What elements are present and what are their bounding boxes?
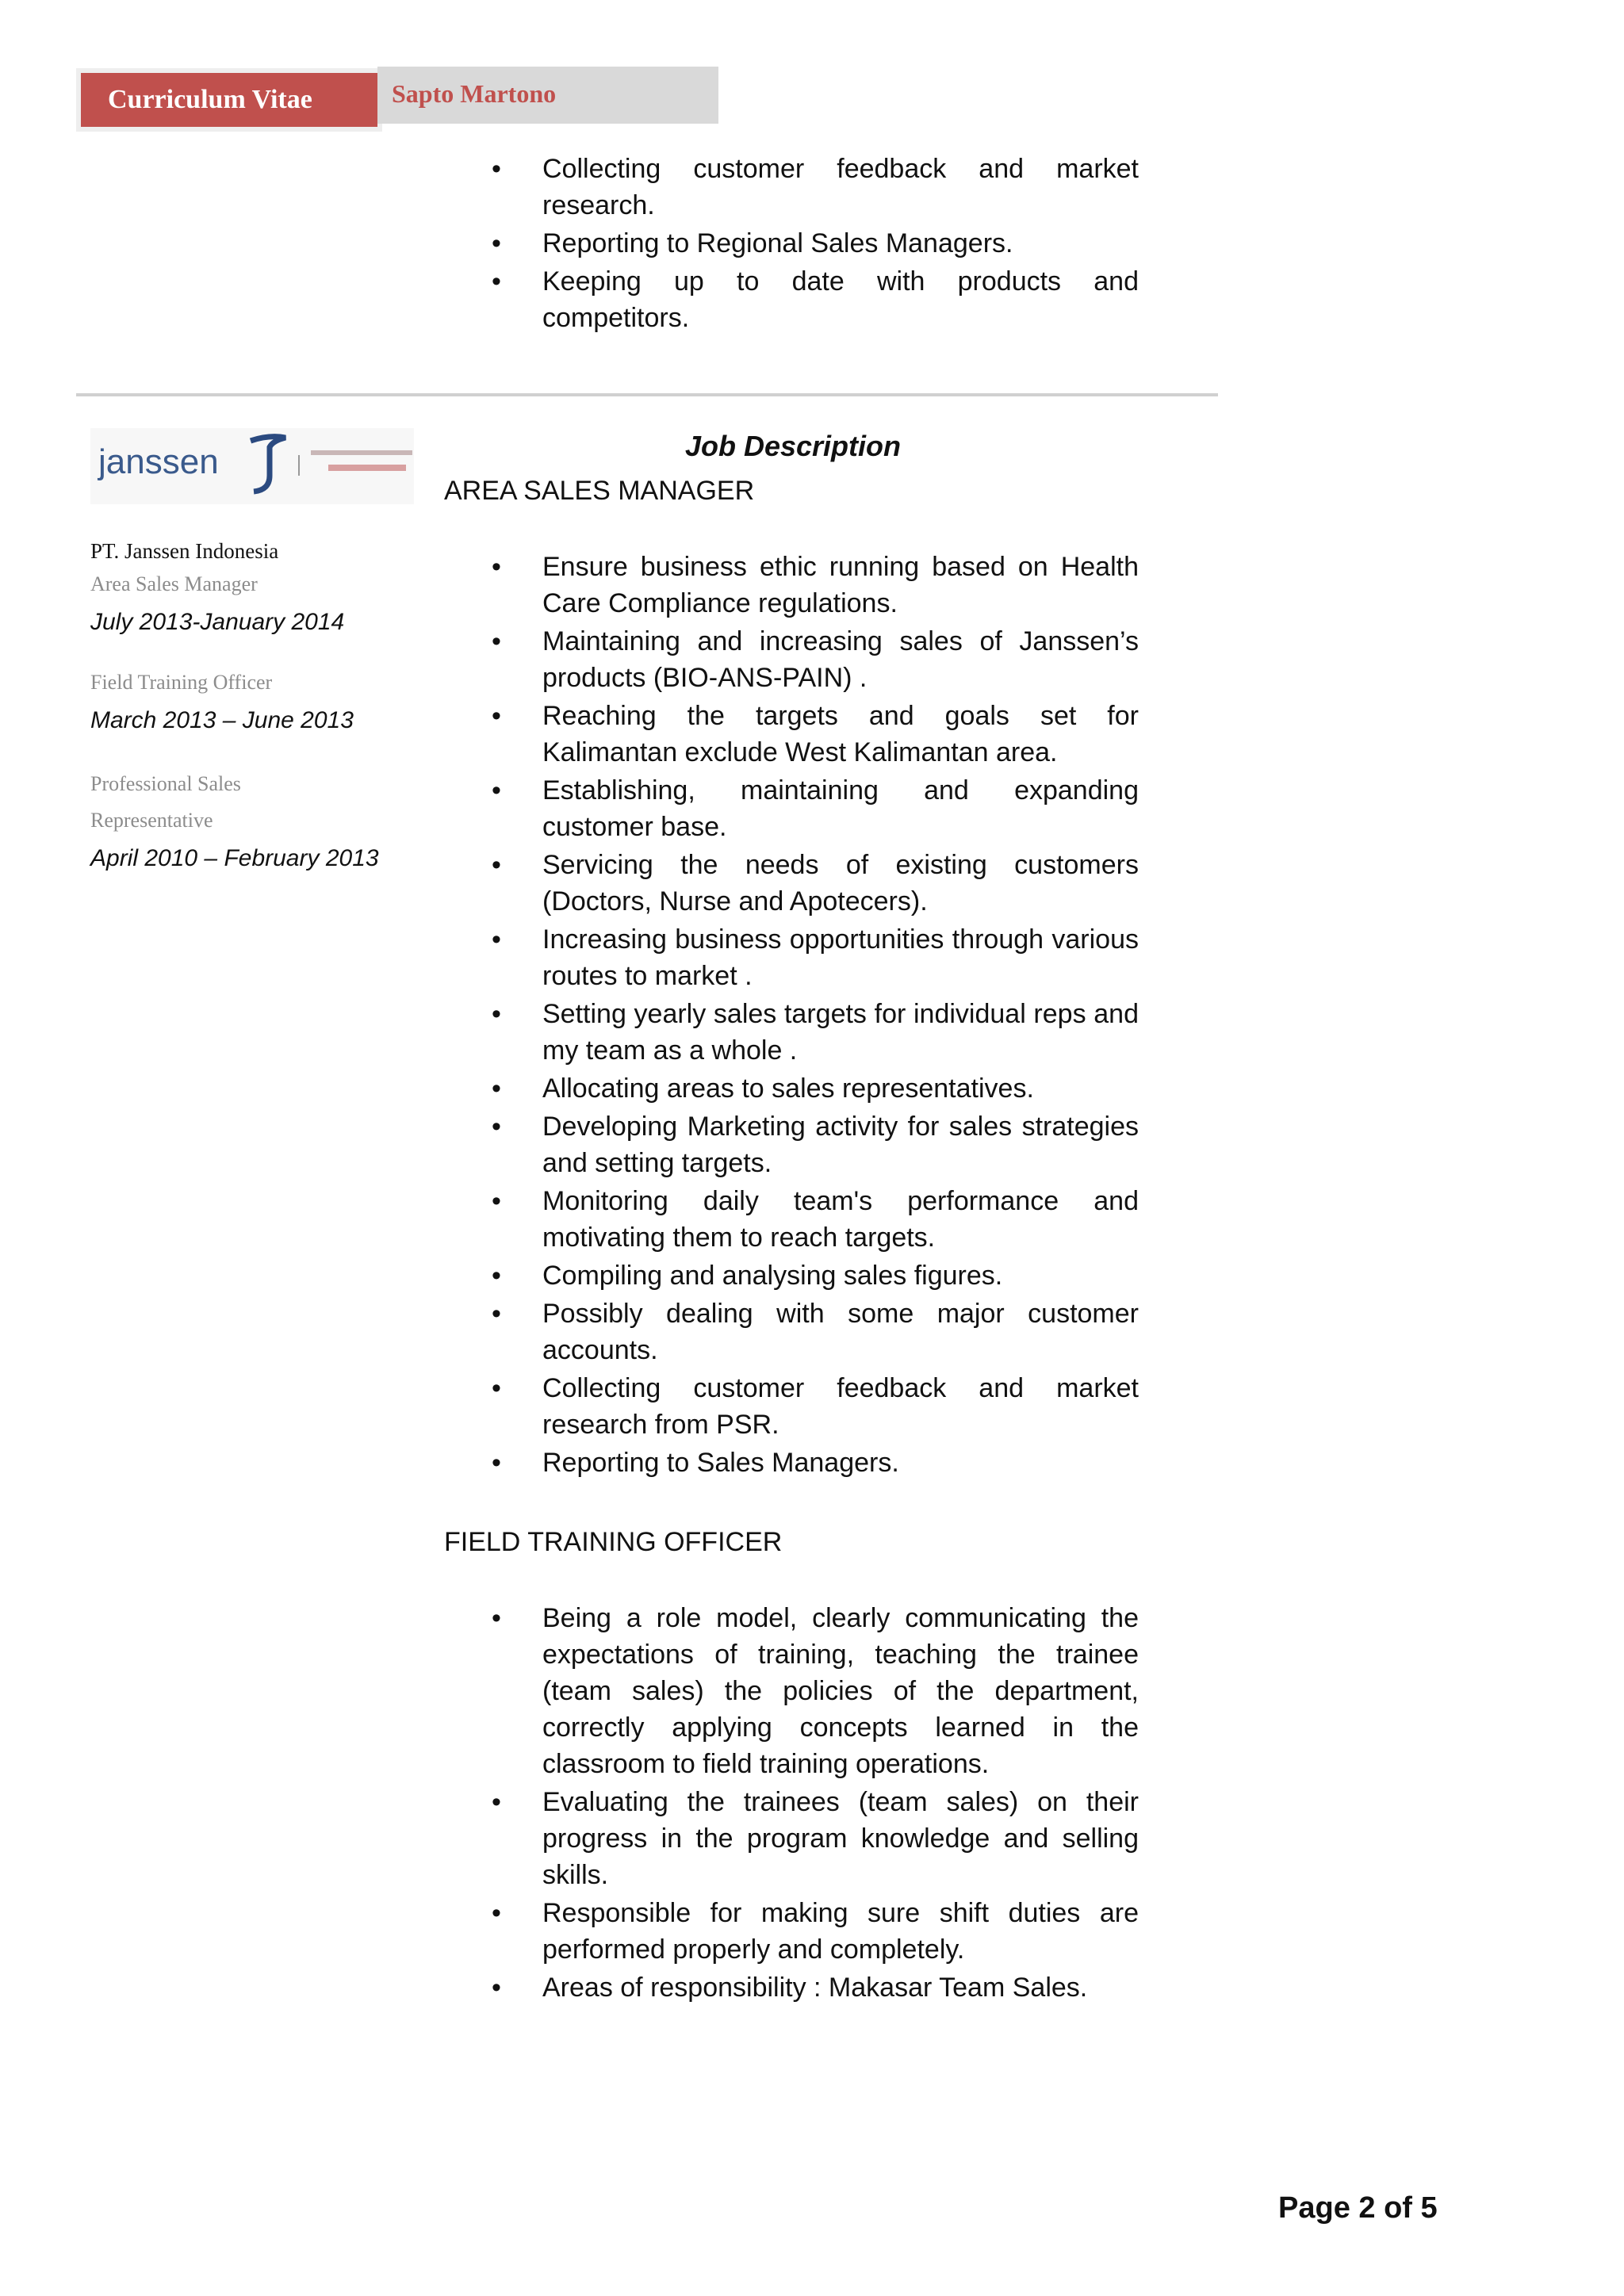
job-description-heading: Job Description: [684, 430, 902, 462]
previous-job-bullets: [492, 151, 1139, 338]
list-item: • Reaching the targets and goals set for Kalimantan exclude West Kalimantan area.: [492, 698, 1139, 771]
cv-title: Curriculum Vitae: [108, 85, 312, 114]
logo-jnj-mark: [328, 465, 406, 471]
list-item: • Collecting customer feedback and market research.: [492, 151, 1139, 224]
list-item: • Responsible for making sure shift duties are performed properly and completely.: [492, 1895, 1139, 1968]
logo-separator: [298, 455, 300, 476]
position-title: Area Sales Manager: [90, 572, 258, 595]
list-item: • Reporting to Sales Managers.: [492, 1445, 1139, 1481]
position-title: Field Training Officer: [90, 671, 273, 694]
janssen-logo: [90, 428, 414, 504]
list-item: • Allocating areas to sales representatives.: [492, 1070, 1139, 1107]
position-dates: July 2013-January 2014: [90, 609, 345, 635]
list-item: • Compiling and analysing sales figures.: [492, 1257, 1139, 1294]
section-divider: [76, 393, 1218, 396]
list-item: • Setting yearly sales targets for individual reps and my team as a whole .: [492, 996, 1139, 1069]
list-item: • Establishing, maintaining and expanding customer base.: [492, 772, 1139, 845]
asm-label: AREA SALES MANAGER: [444, 476, 755, 506]
list-item: • Monitoring daily team's performance and motivating them to reach targets.: [492, 1183, 1139, 1256]
list-item: • Evaluating the trainees (team sales) on their progress in the program knowledge and selling skills.: [492, 1784, 1139, 1893]
cv-title-banner: [76, 68, 382, 132]
list-item: • Possibly dealing with some major customer accounts.: [492, 1295, 1139, 1368]
list-item: • Developing Marketing activity for sales strategies and setting targets.: [492, 1108, 1139, 1181]
logo-wordmark: janssen: [98, 442, 219, 481]
position-dates: March 2013 – June 2013: [90, 707, 354, 733]
list-item: • Increasing business opportunities through various routes to market .: [492, 921, 1139, 994]
position-dates: April 2010 – February 2013: [90, 845, 379, 871]
logo-tagline: [311, 450, 412, 455]
fto-label: FIELD TRAINING OFFICER: [444, 1527, 783, 1557]
janssen-swoosh-icon: [246, 433, 290, 496]
asm-bullets: [492, 549, 1139, 1483]
position-title: Professional Sales: [90, 772, 241, 795]
list-item: • Reporting to Regional Sales Managers.: [492, 225, 1139, 262]
list-item: • Ensure business ethic running based on Health Care Compliance regulations.: [492, 549, 1139, 622]
list-item: • Collecting customer feedback and market research from PSR.: [492, 1370, 1139, 1443]
company-name: PT. Janssen Indonesia: [90, 539, 279, 563]
page-number: Page 2 of 5: [1278, 2191, 1438, 2225]
list-item: • Servicing the needs of existing customers (Doctors, Nurse and Apotecers).: [492, 847, 1139, 920]
position-title-cont: Representative: [90, 809, 213, 832]
list-item: • Being a role model, clearly communicating the expectations of training, teaching the trainee (team sales) the policies of the department, correctly applying concepts learned in the classroom to field training operations.: [492, 1600, 1139, 1782]
list-item: • Maintaining and increasing sales of Janssen’s products (BIO-ANS-PAIN) .: [492, 623, 1139, 696]
candidate-name: Sapto Martono: [392, 79, 557, 108]
fto-bullets: [492, 1600, 1139, 2007]
list-item: • Keeping up to date with products and competitors.: [492, 263, 1139, 336]
list-item: • Areas of responsibility : Makasar Team Sales.: [492, 1969, 1139, 2006]
name-banner: [377, 67, 718, 124]
